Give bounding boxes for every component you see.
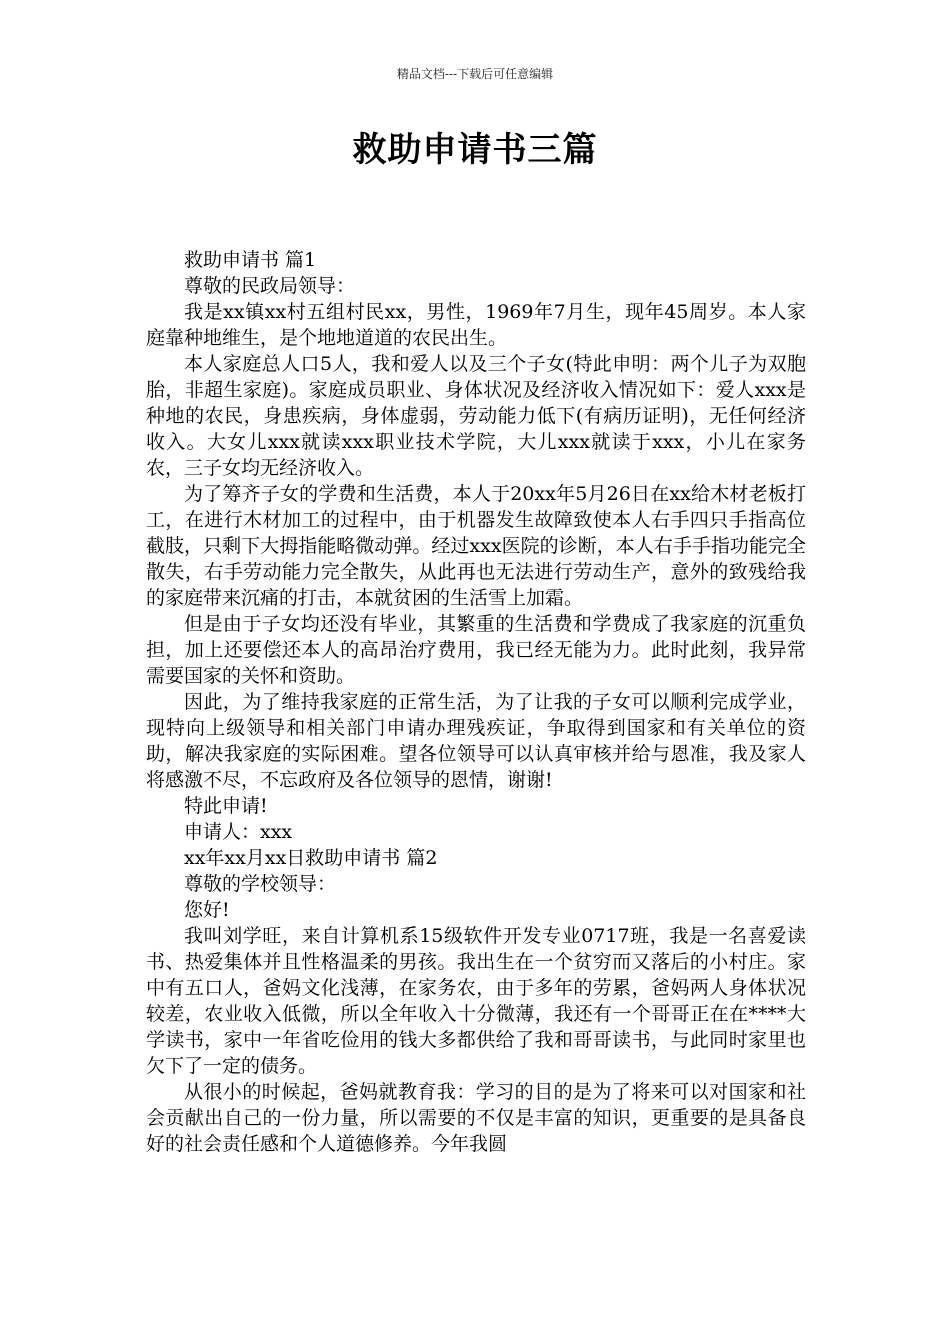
document-body (146, 247, 806, 1157)
page-title: 救助申请书三篇 (352, 130, 598, 170)
header-note: 精品文档---下载后可任意编辑 (396, 67, 554, 81)
greeting: 您好! (184, 899, 230, 921)
paragraph: 本人家庭总人口5人，我和爱人以及三个子女(特此申明：两个儿子为双胞胎，非超生家庭)。家庭成员职业、身体状况及经济收入情况如下：爱人xxx是种地的农民，身患疾病，身体虚弱，劳动能力低下(有病历证明)，无任何经济收入。大女儿xxx就读xxx职业技术学院，大儿xxx就读于xxx，小儿在家务农，三子女均无经济收入。 (146, 353, 806, 479)
closing: 特此申请! (184, 795, 268, 817)
section-heading: xx年xx月xx日救助申请书 篇2 (184, 847, 438, 869)
signature: 申请人：xxx (184, 821, 293, 843)
salutation: 尊敬的民政局领导： (184, 275, 356, 297)
paragraph: 为了筹齐子女的学费和生活费，本人于20xx年5月26日在xx给木材老板打工，在进行木材加工的过程中，由于机器发生故障致使本人右手四只手指高位截肢，只剩下大拇指能略微动弹。经过xxx医院的诊断，本人右手手指功能完全散失，右手劳动能力完全散失，从此再也无法进行劳动生产，意外的致残给我的家庭带来沉痛的打击，本就贫困的生活雪上加霜。 (146, 483, 806, 609)
paragraph: 因此，为了维持我家庭的正常生活，为了让我的子女可以顺利完成学业，现特向上级领导和相关部门申请办理残疾证，争取得到国家和有关单位的资助，解决我家庭的实际困难。望各位领导可以认真审核并给与恩准，我及家人将感激不尽，不忘政府及各位领导的恩情，谢谢! (146, 691, 806, 791)
paragraph: 但是由于子女均还没有毕业，其繁重的生活费和学费成了我家庭的沉重负担，加上还要偿还本人的高昂治疗费用，我已经无能为力。此时此刻，我异常需要国家的关怀和资助。 (146, 613, 806, 687)
paragraph: 我是xx镇xx村五组村民xx，男性，1969年7月生，现年45周岁。本人家庭靠种地维生，是个地地道道的农民出生。 (146, 301, 806, 349)
salutation: 尊敬的学校领导： (184, 873, 337, 895)
paragraph: 从很小的时候起，爸妈就教育我：学习的目的是为了将来可以对国家和社会贡献出自己的一份力量，所以需要的不仅是丰富的知识，更重要的是具备良好的社会责任感和个人道德修养。今年我圆 (146, 1081, 806, 1155)
paragraph: 我叫刘学旺，来自计算机系15级软件开发专业0717班，我是一名喜爱读书、热爱集体并且性格温柔的男孩。我出生在一个贫穷而又落后的小村庄。家中有五口人，爸妈文化浅薄，在家务农，由于多年的劳累，爸妈两人身体状况较差，农业收入低微，所以全年收入十分微薄，我还有一个哥哥正在在****大学读书，家中一年省吃俭用的钱大多都供给了我和哥哥读书，与此同时家里也欠下了一定的债务。 (146, 925, 806, 1077)
section-heading: 救助申请书 篇1 (184, 249, 317, 271)
